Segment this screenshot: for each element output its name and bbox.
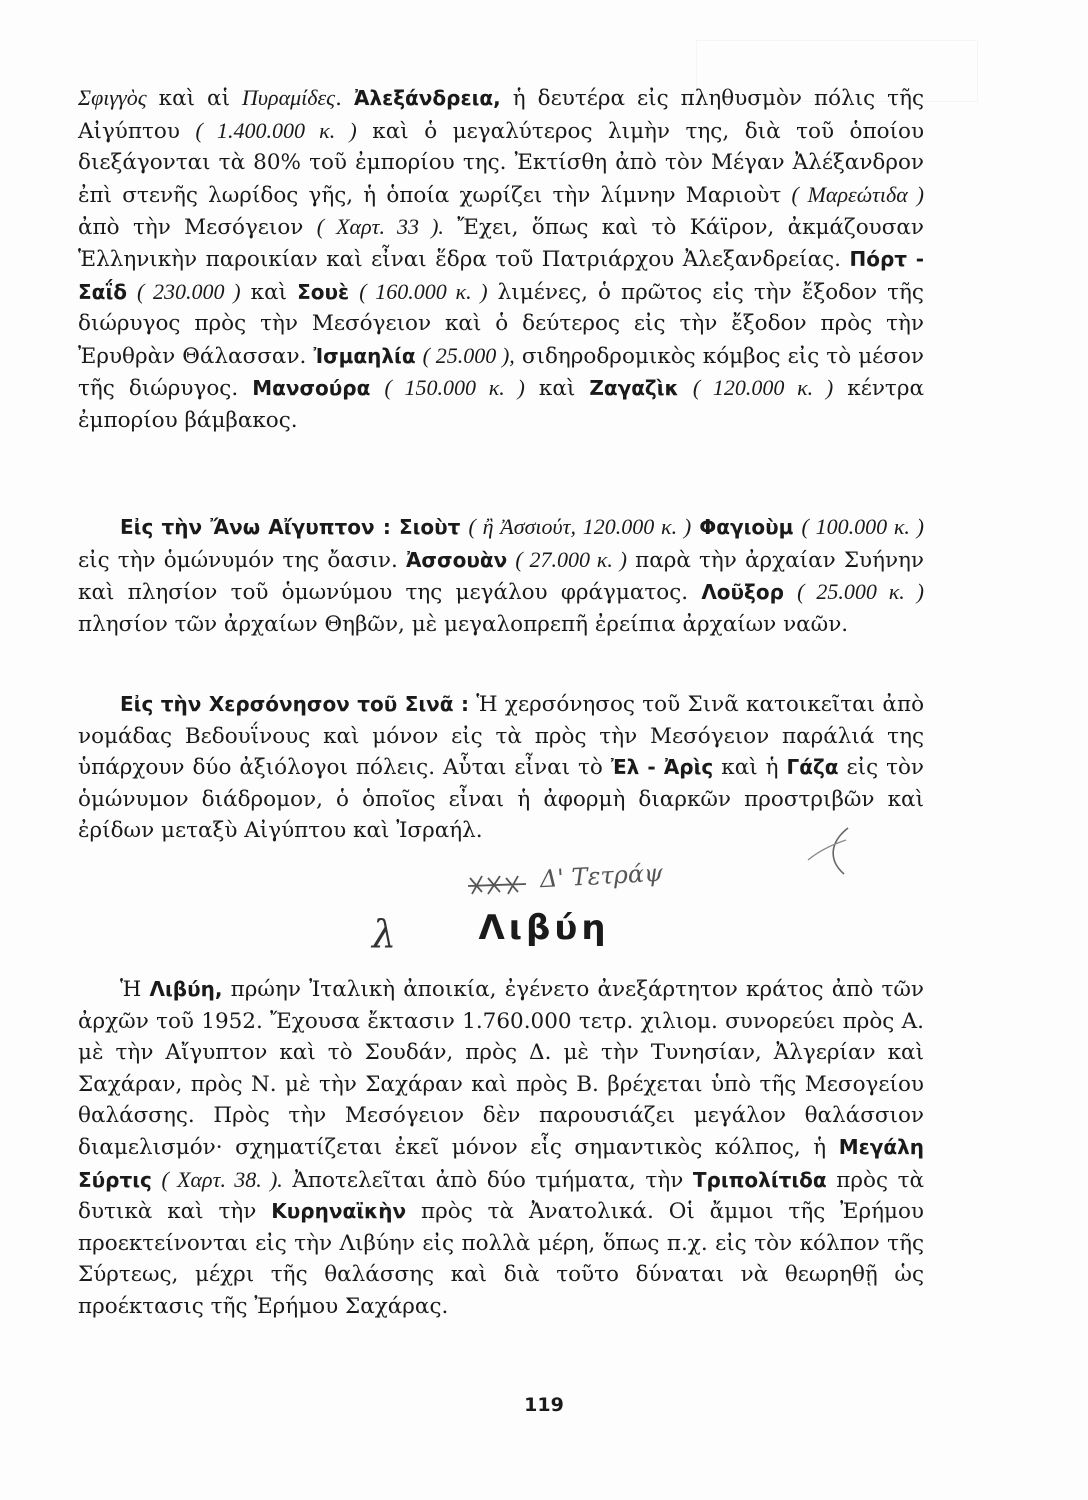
text-span xyxy=(391,515,399,540)
text-span: καὶ αἱ xyxy=(146,86,243,111)
text-span xyxy=(416,344,423,369)
text-span: εἰς τὴν ὁμώνυμόν της ὄασιν. xyxy=(78,547,406,573)
text-span: ἡ δευτέρα εἰς πληθυσμὸν πόλις τῆς Αἰγύπτου xyxy=(78,86,925,144)
text-span xyxy=(784,580,797,605)
population-figure: ( 27.000 κ. ) xyxy=(515,546,627,572)
paragraph-libya xyxy=(78,974,924,1323)
handwritten-bracket-icon xyxy=(800,820,860,880)
place-name: Μεγάλη Σύρτις xyxy=(78,1134,924,1192)
population-figure: ( 230.000 ) xyxy=(137,278,241,304)
text-span: πρὸς τὰ Ἀνατολικά. Οἱ ἄμμοι τῆς Ἐρήμου προεκτείνονται εἰς τὴν Λιβύην εἰς πολλὰ μέρη, ὅπως π.χ. εἰς τὸν κόλπον τῆς Σύρτεως, μέχρι τῆς θαλάσσης καὶ διὰ τοῦτο δύναται νὰ θεωρηθῇ ὡς προέκτασις τῆς Ἐρήμου Σαχάρας. xyxy=(78,1199,925,1319)
text-span: Ἔχει, ὅπως καὶ τὸ Κάϊρον, ἀκμάζουσαν Ἑλληνικὴν παροικίαν καὶ εἶναι ἕδρα τοῦ Πατριάρχου Ἀλεξανδρείας. xyxy=(78,215,924,272)
handwritten-note: Δ' Τετράψ xyxy=(539,858,664,894)
text-span xyxy=(349,280,359,305)
handwritten-letter-mark: λ xyxy=(372,912,397,956)
section-title-libya: Λιβύη xyxy=(478,908,610,948)
place-name: Ἰσμαηλία xyxy=(313,343,416,368)
map-reference: ( Χαρτ. 33 ). xyxy=(316,214,444,240)
text-span: Ἡ xyxy=(120,977,150,1002)
population-figure: ( 1.400.000 κ. ) xyxy=(195,117,357,143)
text-span: . xyxy=(335,86,354,111)
page-number: 119 xyxy=(524,1394,564,1416)
text-span: Ἀποτελεῖται ἀπὸ δύο τμήματα, τὴν xyxy=(282,1167,693,1193)
text-span xyxy=(152,1168,162,1193)
paragraph-sinai xyxy=(78,689,924,847)
text-span: καὶ ἡ xyxy=(713,755,787,781)
place-name: Πόρτ - Σαΐδ xyxy=(78,246,924,304)
paragraph-upper-egypt xyxy=(78,511,924,640)
text-span: εἰς τὸν ὁμώνυμον διάδρομον, ὁ ὁποῖος εἶναι ἡ ἀφορμὴ διαρκῶν προστριβῶν καὶ ἐρίδων μεταξὺ Αἰγύπτου καὶ Ἰσραήλ. xyxy=(78,755,925,844)
place-name: Λοῦξορ xyxy=(701,580,784,605)
population-figure: ( 120.000 κ. ) xyxy=(692,375,834,401)
population-figure: ( 100.000 κ. ) xyxy=(801,514,924,539)
text-span: πρὸς τὰ δυτικὰ καὶ τὴν xyxy=(78,1167,925,1225)
text-span: παρὰ τὴν ἀρχαίαν Συήνην καὶ πλησίον τοῦ ὁμωνύμου της μεγάλου φράγματος. xyxy=(78,547,924,606)
section-lead: Εἰς τὴν Ἄνω Αἴγυπτον : xyxy=(120,515,391,539)
place-name: Σουὲ xyxy=(297,279,350,304)
text-span xyxy=(460,515,468,540)
text-italic: Πυραμίδες xyxy=(242,85,336,110)
text-span: καὶ ὁ μεγαλύτερος λιμὴν της, διὰ τοῦ ὁποίου διεξάγονται τὰ 80% τοῦ ἐμπορίου της. Ἐκτίσθη ἀπὸ τὸν Μέγαν Ἀλέξανδρον ἐπὶ στενῆς λωρίδος γῆς, ἡ ὁποία χωρίζει τὴν λίμνην Μαριοὺτ xyxy=(78,118,925,208)
text-italic: ( Μαρεώτιδα ) xyxy=(791,181,924,207)
population-figure: ( ἢ Ἀσσιούτ, 120.000 κ. ) xyxy=(468,514,692,539)
place-name: Ἐλ - Ἀρὶς xyxy=(610,755,714,780)
paragraph-alexandria xyxy=(78,82,924,437)
text-span xyxy=(127,280,137,305)
place-name: Λιβύη, xyxy=(149,977,223,1001)
place-name: Ἀλεξάνδρεια, xyxy=(353,86,501,110)
population-figure: ( 25.000 ), xyxy=(422,342,515,368)
text-span: λιμένες, ὁ πρῶτος εἰς τὴν ἔξοδον τῆς διώρυγος πρὸς τὴν Μεσόγειον καὶ ὁ δεύτερος εἰς τὴν ἔξοδον πρὸς τὴν Ἐρυθρὰν Θάλασσαν. xyxy=(78,279,924,369)
text-span: σιδηροδρομικὸς κόμβος εἰς τὸ μέσον τῆς διώρυγος. xyxy=(78,343,925,402)
population-figure: ( 150.000 κ. ) xyxy=(384,375,525,401)
place-name: Τριπολίτιδα xyxy=(692,1167,827,1192)
text-span xyxy=(679,376,693,401)
text-span: ἀπὸ τὴν Μεσόγειον xyxy=(78,215,317,241)
population-figure: ( 160.000 κ. ) xyxy=(359,278,488,304)
place-name: Φαγιοὺμ xyxy=(699,515,794,539)
place-name: Ζαγαζὶκ xyxy=(589,376,679,401)
text-span: Ἡ χερσόνησος τοῦ Σινᾶ κατοικεῖται ἀπὸ νομάδας Βεδουΐνους καὶ μόνον εἰς τὰ πρὸς τὴν Μεσόγειον παράλιά της ὑπάρχουν δύο ἀξιόλογοι πόλεις. Αὗται εἶναι τὸ xyxy=(78,692,925,781)
place-name: Ἀσσουὰν xyxy=(405,547,508,572)
place-name: Γάζα xyxy=(786,755,839,780)
text-span: καὶ xyxy=(240,279,298,305)
map-reference: ( Χαρτ. 38. ). xyxy=(161,1166,283,1192)
place-name: Μανσούρα xyxy=(252,376,371,401)
section-lead: Εἰς τὴν Χερσόνησον τοῦ Σινᾶ : xyxy=(120,692,469,716)
place-name: Σιοὺτ xyxy=(398,515,461,539)
text-span: πρώην Ἰταλικὴ ἀποικία, ἐγένετο ἀνεξάρτητον κράτος ἀπὸ τῶν ἀρχῶν τοῦ 1952. Ἔχουσα ἔκτασιν 1.760.000 τετρ. χιλιομ. συνορεύει πρὸς Α. μὲ τὴν Αἴγυπτον καὶ τὸ Σουδάν, πρὸς Δ. μὲ τὴν Τυνησίαν, Ἀλγερίαν καὶ Σαχάραν, πρὸς Ν. μὲ τὴν Σαχάραν καὶ πρὸς Β. βρέχεται ὑπὸ τῆς Μεσογείου θαλάσσης. Πρὸς τὴν Μεσόγειον δὲν παρουσιάζει μεγάλον θαλάσσιον διαμελισμόν· σχηματίζεται ἐκεῖ μόνον εἷς σημαντικὸς κόλπος, ἡ xyxy=(78,977,924,1160)
text-span xyxy=(370,376,384,401)
text-span: κέντρα ἐμπορίου βάμβακος. xyxy=(78,376,924,433)
text-span: πλησίον τῶν ἀρχαίων Θηβῶν, μὲ μεγαλοπρεπῆ ἐρείπια ἀρχαίων ναῶν. xyxy=(78,611,849,637)
place-name: Κυρηναϊκὴν xyxy=(271,1199,407,1224)
text-italic: Σφιγγὸς xyxy=(78,85,147,110)
population-figure: ( 25.000 κ. ) xyxy=(797,579,924,605)
text-span: καὶ xyxy=(524,376,590,402)
